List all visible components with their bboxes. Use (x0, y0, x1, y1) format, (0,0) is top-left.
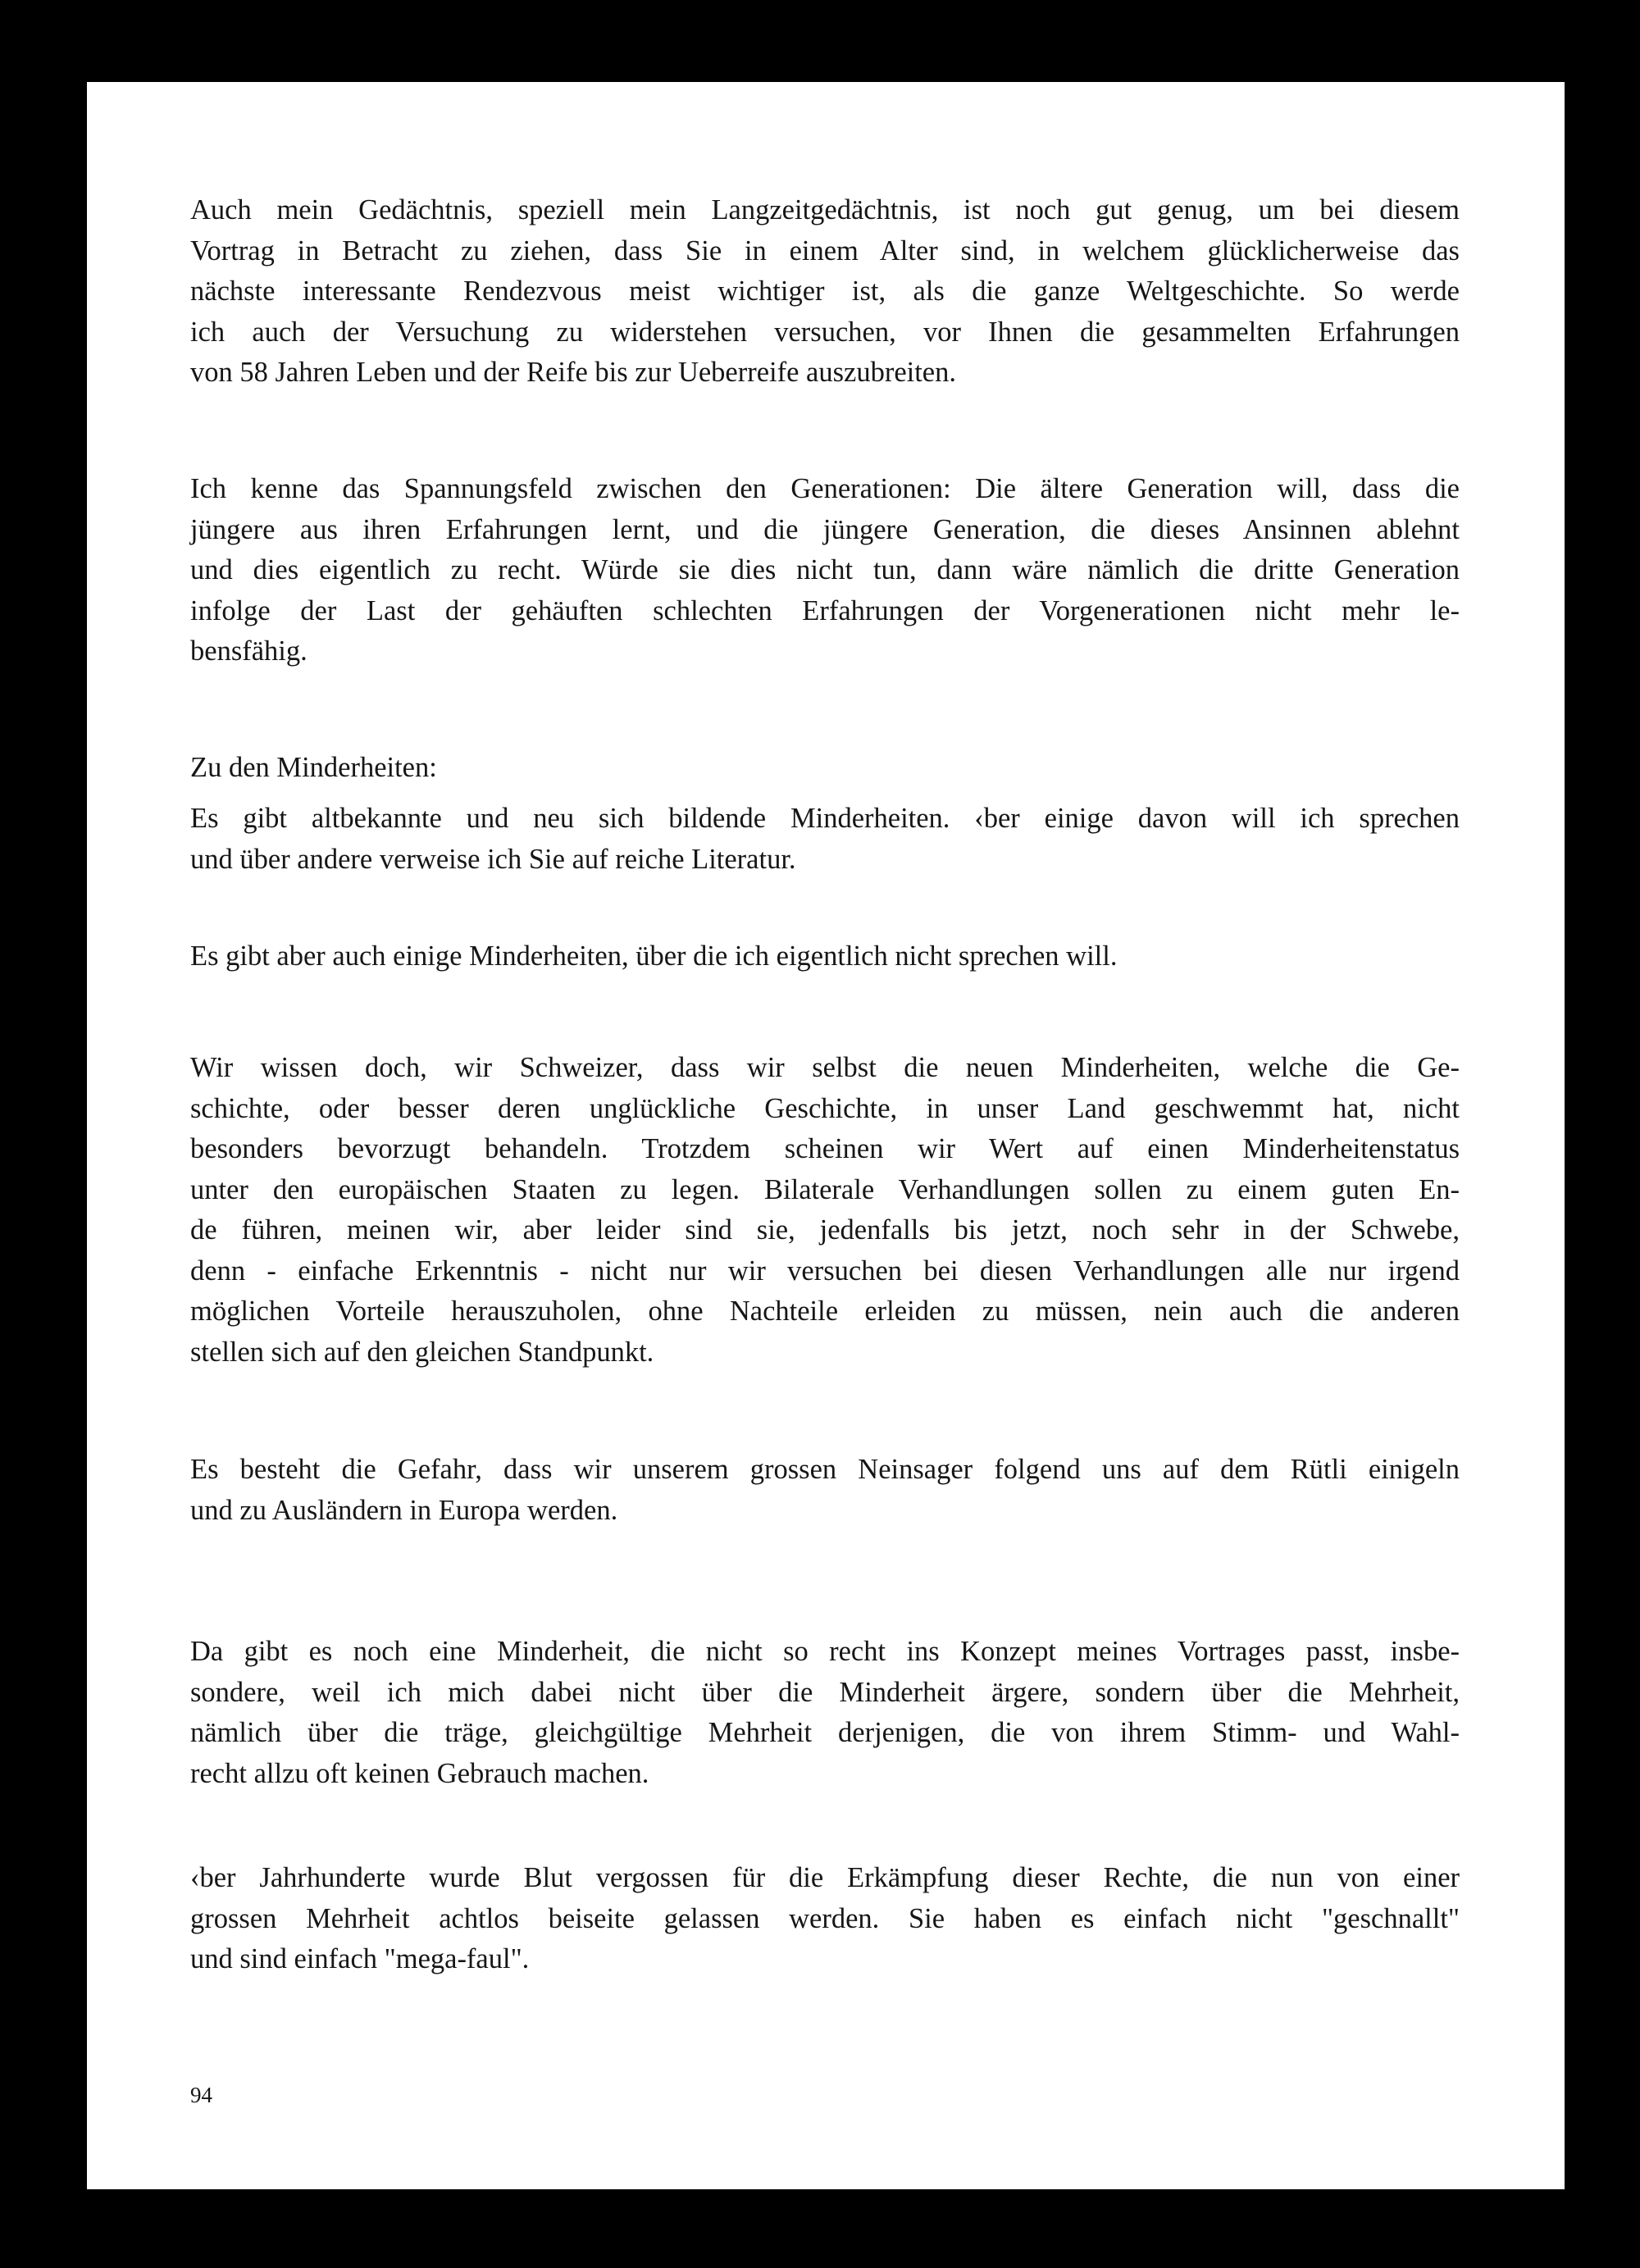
document-page (87, 82, 1565, 2189)
text-line: Auch mein Gedächtnis, speziell mein Langzeitgedächtnis, ist noch gut genug, um bei diesem (190, 194, 1460, 225)
text-line: möglichen Vorteile herauszuholen, ohne Nachteile erleiden zu müssen, nein auch die anderen (190, 1296, 1460, 1327)
text-line: Vortrag in Betracht zu ziehen, dass Sie in einem Alter sind, in welchem glücklicherweise das (190, 235, 1460, 266)
paragraph-heading-minorities (190, 748, 1460, 789)
text-line: unter den europäischen Staaten zu legen. Bilaterale Verhandlungen sollen zu einem guten En- (190, 1173, 1460, 1205)
text-line: Es gibt altbekannte und neu sich bildende Minderheiten. ‹ber einige davon will ich sprechen (190, 803, 1460, 834)
text-line: nämlich über die träge, gleichgültige Mehrheit derjenigen, die von ihrem Stimm- und Wahl- (190, 1717, 1460, 1748)
text-line: jüngere aus ihren Erfahrungen lernt, und die jüngere Generation, die dieses Ansinnen ablehnt (190, 513, 1460, 545)
text-line: denn - einfache Erkenntnis - nicht nur wir versuchen bei diesen Verhandlungen alle nur irgend (190, 1255, 1460, 1287)
text-line: de führen, meinen wir, aber leider sind sie, jedenfalls bis jetzt, noch sehr in der Schwebe, (190, 1214, 1460, 1246)
text-line: grossen Mehrheit achtlos beiseite gelassen werden. Sie haben es einfach nicht "geschnallt" (190, 1902, 1460, 1934)
text-line: von 58 Jahren Leben und der Reife bis zur Ueberreife auszubreiten. (190, 357, 956, 388)
text-line: besonders bevorzugt behandeln. Trotzdem scheinen wir Wert auf einen Minderheitenstatus (190, 1133, 1460, 1164)
text-line: stellen sich auf den gleichen Standpunkt. (190, 1336, 654, 1368)
paragraph-generations (190, 469, 1460, 672)
text-line: und sind einfach "mega-faul". (190, 1943, 530, 1974)
text-line: ‹ber Jahrhunderte wurde Blut vergossen für die Erkämpfung dieser Rechte, die nun von einer (190, 1862, 1460, 1893)
paragraph-intro (190, 190, 1460, 394)
text-line: und über andere verweise ich Sie auf reiche Literatur. (190, 843, 796, 875)
text-line: Ich kenne das Spannungsfeld zwischen den Generationen: Die ältere Generation will, dass die (190, 473, 1460, 504)
text-line: sondere, weil ich mich dabei nicht über die Minderheit ärgere, sondern über die Mehrheit, (190, 1676, 1460, 1708)
text-line: nächste interessante Rendezvous meist wichtiger ist, als die ganze Weltgeschichte. So werde (190, 276, 1460, 307)
text-line: und dies eigentlich zu recht. Würde sie dies nicht tun, dann wäre nämlich die dritte Generation (190, 554, 1460, 585)
text-line: Zu den Minderheiten: (190, 752, 437, 783)
text-line: Es gibt aber auch einige Minderheiten, über die ich eigentlich nicht sprechen will. (190, 940, 1118, 972)
text-line: und zu Ausländern in Europa werden. (190, 1494, 618, 1526)
text-line: bensfähig. (190, 635, 308, 667)
paragraph-danger (190, 1450, 1460, 1531)
page-number: 94 (190, 2083, 212, 2107)
text-line: recht allzu oft keinen Gebrauch machen. (190, 1757, 649, 1789)
paragraph-unspoken-minorities (190, 936, 1460, 977)
text-line: ich auch der Versuchung zu widerstehen versuchen, vor Ihnen die gesammelten Erfahrungen (190, 316, 1460, 348)
paragraph-old-new-minorities (190, 799, 1460, 880)
paragraph-centuries (190, 1858, 1460, 1980)
text-line: Es besteht die Gefahr, dass wir unserem grossen Neinsager folgend uns auf dem Rütli einigeln (190, 1454, 1460, 1485)
text-line: schichte, oder besser deren unglückliche Geschichte, in unser Land geschwemmt hat, nicht (190, 1092, 1460, 1124)
text-line: Da gibt es noch eine Minderheit, die nicht so recht ins Konzept meines Vortrages passt, insbe- (190, 1636, 1460, 1667)
text-line: Wir wissen doch, wir Schweizer, dass wir selbst die neuen Minderheiten, welche die Ge- (190, 1052, 1460, 1083)
paragraph-majority (190, 1632, 1460, 1794)
text-line: infolge der Last der gehäuften schlechten Erfahrungen der Vorgenerationen nicht mehr le- (190, 594, 1460, 626)
paragraph-swiss (190, 1048, 1460, 1373)
